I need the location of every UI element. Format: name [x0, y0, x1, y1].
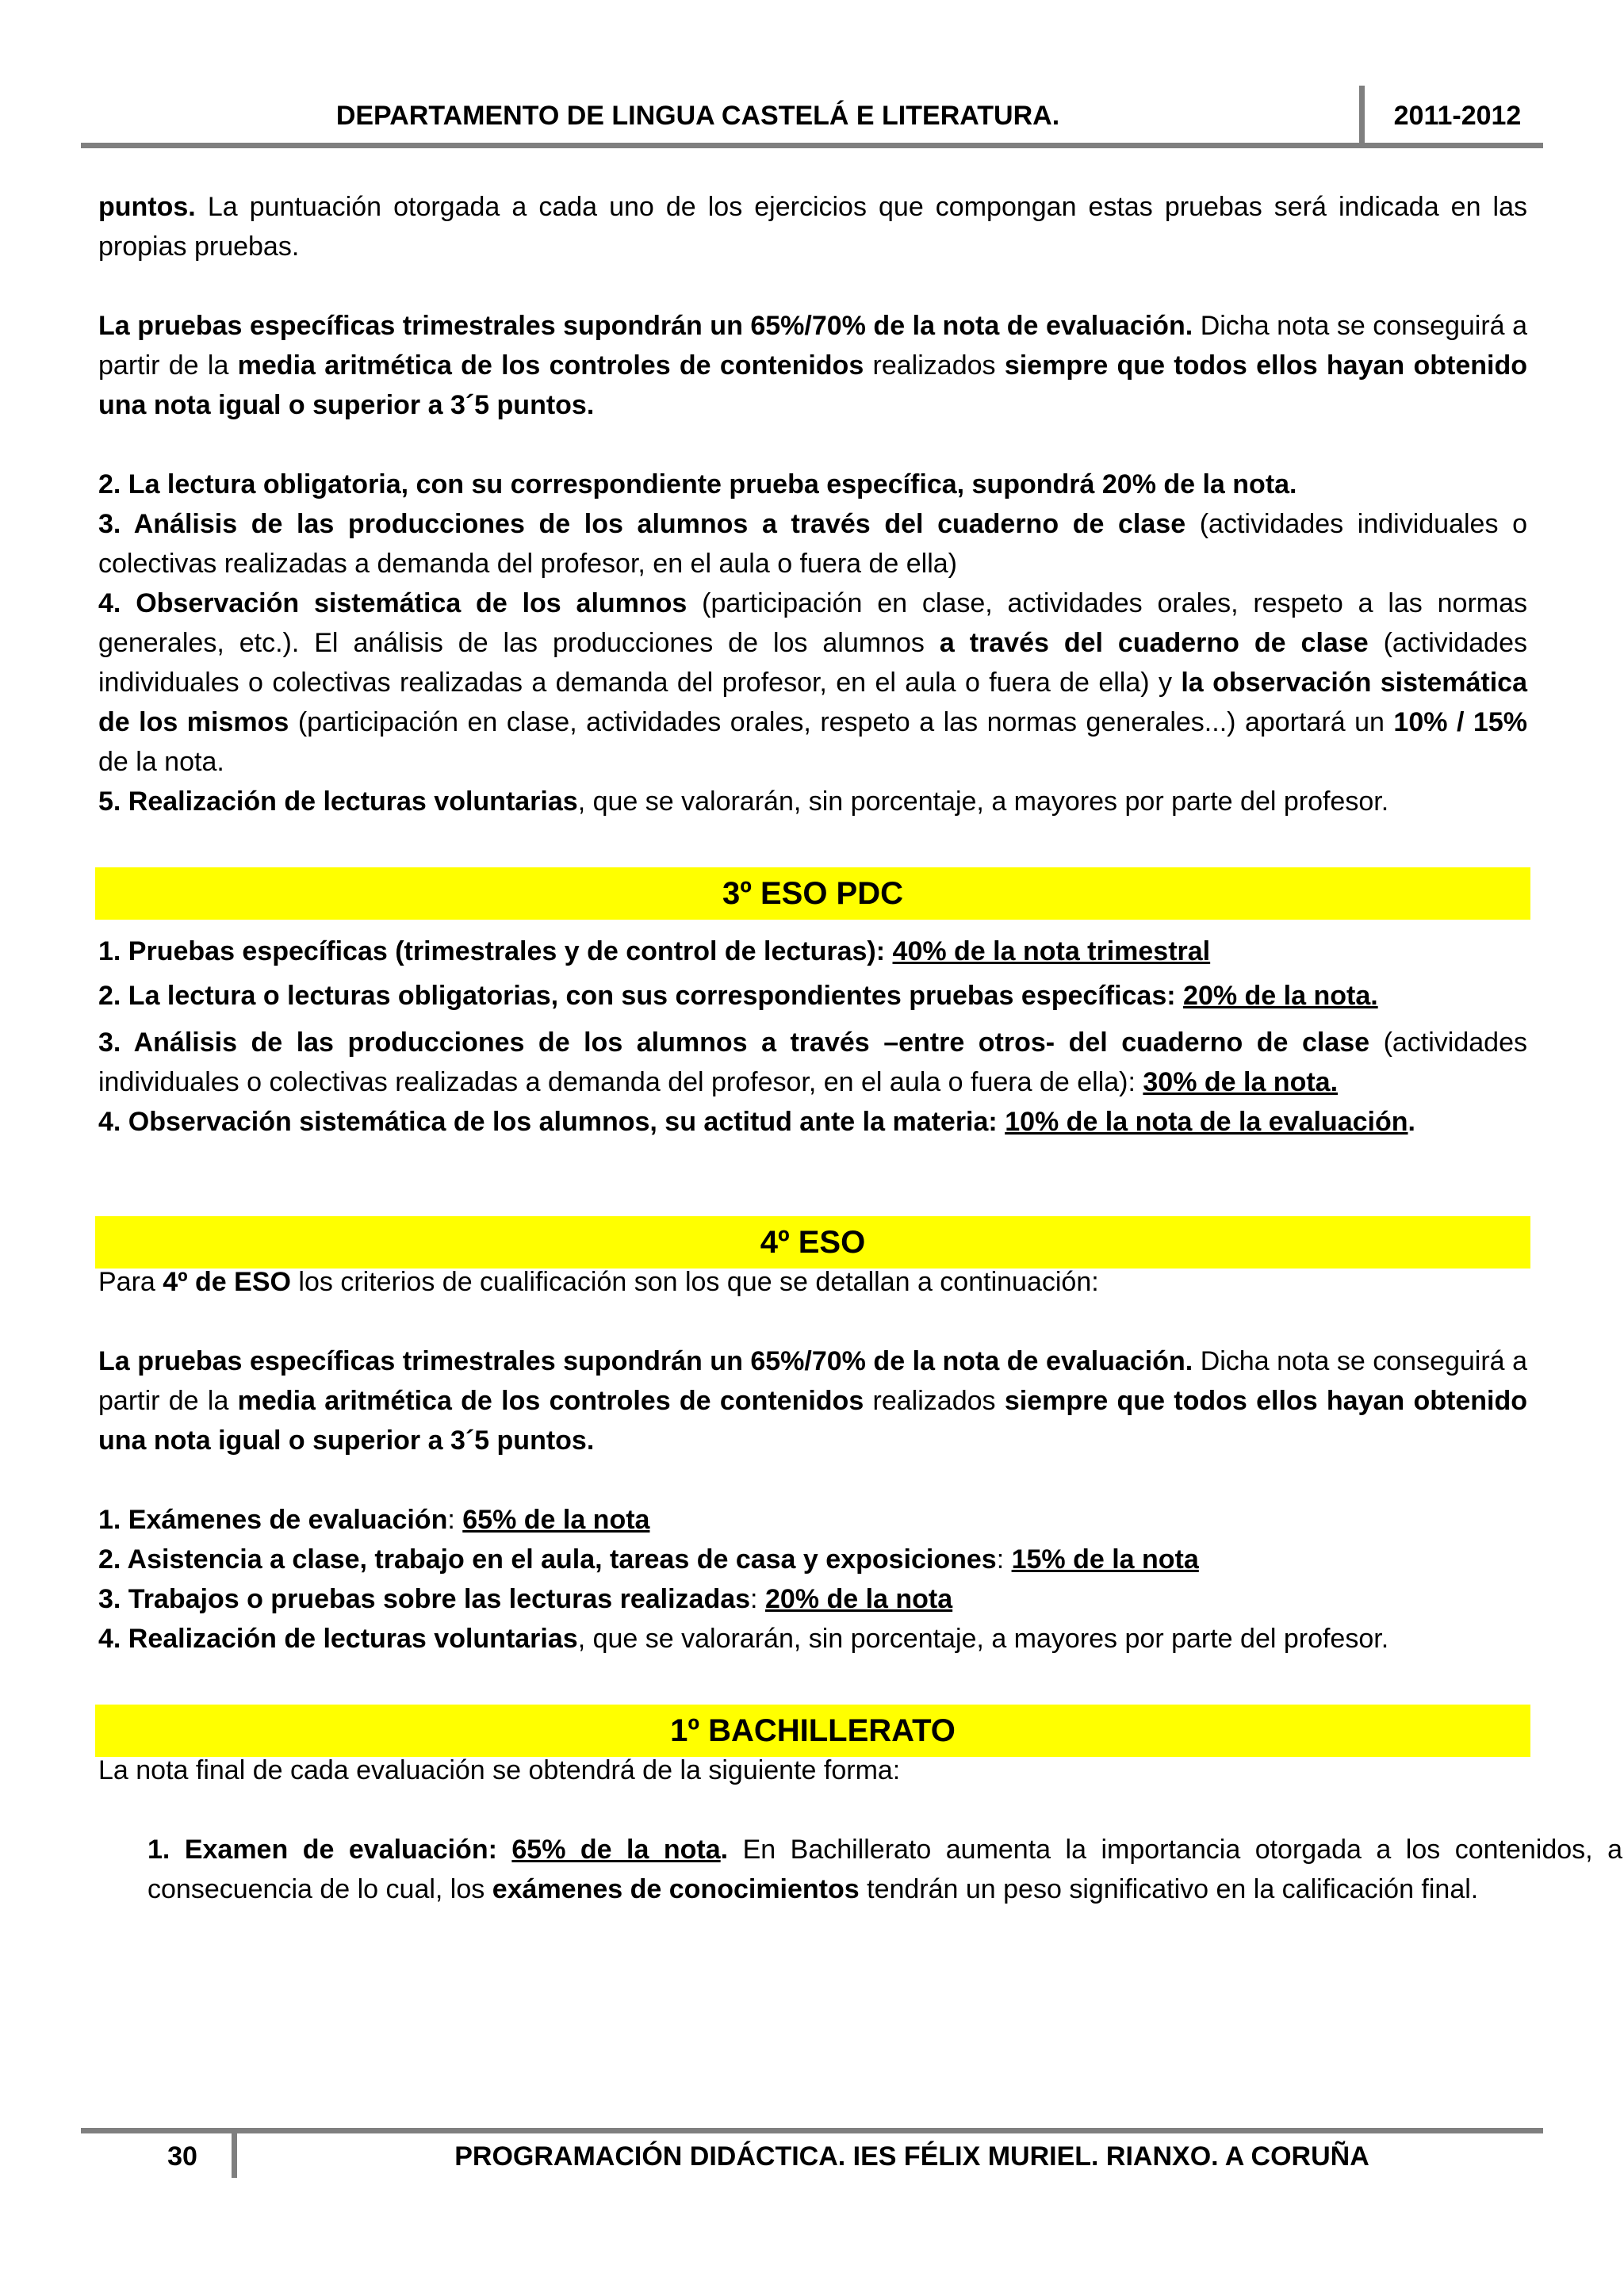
- intro-item-3: 3. Análisis de las producciones de los alumnos a través del cuaderno de clase (actividades individuales o colectivas realizadas a demanda del profesor, en el aula o fuera de ella): [98, 509, 1527, 579]
- section-heading-4eso: 4º ESO: [95, 1216, 1530, 1269]
- section-heading-1bach: 1º BACHILLERATO: [95, 1705, 1530, 1757]
- eso4-item-1: 1. Exámenes de evaluación: 65% de la nota: [98, 1505, 650, 1535]
- header-title: DEPARTAMENTO DE LINGUA CASTELÁ E LITERATURA.: [335, 101, 1060, 131]
- footer-rule: [81, 2128, 1543, 2133]
- pdc-item-2: 2. La lectura o lecturas obligatorias, con sus correspondientes pruebas específicas: 20% de la nota.: [98, 981, 1378, 1011]
- pdc-item-3: 3. Análisis de las producciones de los alumnos a través –entre otros- del cuaderno de clase (actividades individuales o colectivas realizadas a demanda del profesor, en el aula o fuera de ella): 30% de la nota.: [98, 1027, 1527, 1097]
- intro-item-2: 2. La lectura obligatoria, con su correspondiente prueba específica, supondrá 20% de la nota.: [98, 469, 1297, 499]
- eso4-item-3: 3. Trabajos o pruebas sobre las lecturas realizadas: 20% de la nota: [98, 1584, 953, 1614]
- header-rule: [81, 143, 1543, 148]
- eso4-intro: Para 4º de ESO los criterios de cualificación son los que se detallan a continuación:: [98, 1267, 1099, 1297]
- intro-item-4: 4. Observación sistemática de los alumnos (participación en clase, actividades orales, respeto a las normas generales, etc.). El análisis de las producciones de los alumnos a través del cuaderno de clase (actividades individuales o colectivas realizadas a demanda del profesor, en el aula o fuera de ella) y la observación sistemática de los mismos (participación en clase, actividades orales, respeto a las normas generales...) aportará un 10% / 15% de la nota.: [98, 588, 1528, 777]
- section-heading-3eso-pdc: 3º ESO PDC: [95, 867, 1530, 920]
- eso4-paragraph: La pruebas específicas trimestrales supondrán un 65%/70% de la nota de evaluación. Dicha nota se conseguirá a partir de la media aritmética de los controles de contenidos realizados siempre que todos ellos hayan obtenido una nota igual o superior a 3´5 puntos.: [98, 1346, 1528, 1456]
- pdc-item-4: 4. Observación sistemática de los alumnos, su actitud ante la materia: 10% de la nota de la evaluación.: [98, 1107, 1415, 1137]
- footer-separator: [232, 2133, 237, 2178]
- intro-paragraph-2: La pruebas específicas trimestrales supondrán un 65%/70% de la nota de evaluación. Dicha nota se conseguirá a partir de la media aritmética de los controles de contenidos realizados siempre que todos ellos hayan obtenido una nota igual o superior a 3´5 puntos.: [98, 311, 1528, 420]
- footer-title: PROGRAMACIÓN DIDÁCTICA. IES FÉLIX MURIEL. RIANXO. A CORUÑA: [454, 2141, 1369, 2172]
- bach-intro: La nota final de cada evaluación se obtendrá de la siguiente forma:: [98, 1755, 901, 1785]
- pdc-item-1: 1. Pruebas específicas (trimestrales y de control de lecturas): 40% de la nota trimestral: [98, 936, 1211, 966]
- intro-paragraph-1: puntos. La puntuación otorgada a cada uno de los ejercicios que compongan estas pruebas será indicada en las propias pruebas.: [98, 192, 1527, 262]
- bach-item-1: 1. Examen de evaluación: 65% de la nota. En Bachillerato aumenta la importancia otorgada a los contenidos, a consecuencia de lo cual, los exámenes de conocimientos tendrán un peso significativo en la calificación final.: [147, 1835, 1622, 1904]
- header-separator: [1359, 86, 1365, 143]
- header-year: 2011-2012: [1393, 101, 1522, 131]
- eso4-item-2: 2. Asistencia a clase, trabajo en el aula, tareas de casa y exposiciones: 15% de la nota: [98, 1544, 1199, 1575]
- eso4-item-4: 4. Realización de lecturas voluntarias, que se valorarán, sin porcentaje, a mayores por parte del profesor.: [98, 1624, 1389, 1654]
- document-body: [98, 187, 1622, 1909]
- page-number: 30: [167, 2141, 197, 2172]
- intro-item-5: 5. Realización de lecturas voluntarias, que se valorarán, sin porcentaje, a mayores por parte del profesor.: [98, 786, 1389, 817]
